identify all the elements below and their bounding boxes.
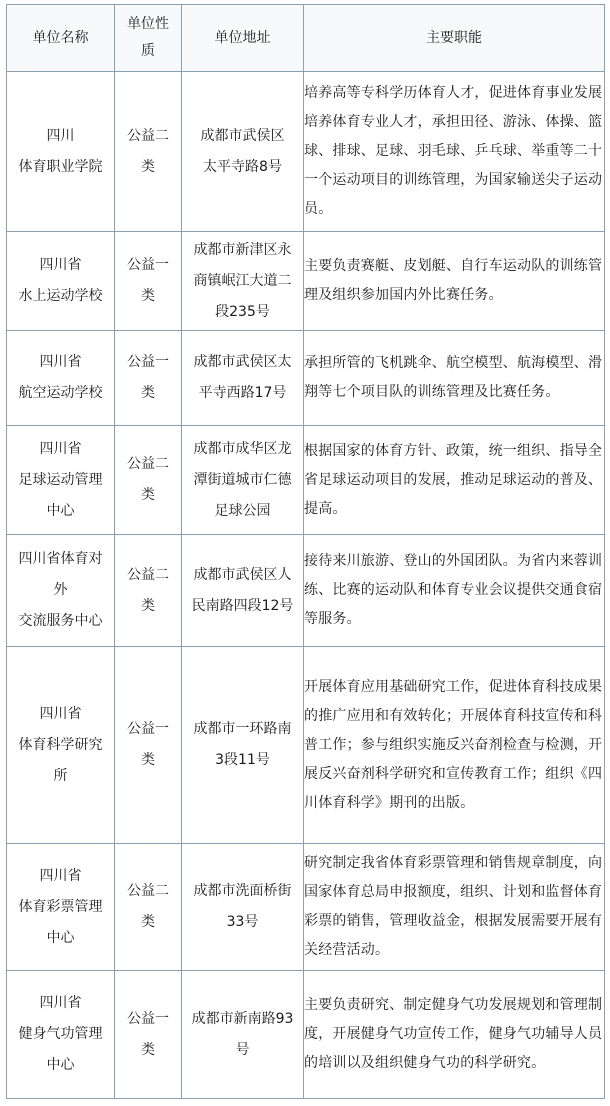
table-row <box>7 72 605 232</box>
table-row <box>7 331 605 426</box>
unit-function-cell: 研究制定我省体育彩票管理和销售规章制度，向国家体育总局申报额度，组织、计划和监督体育彩票的销售，管理收益金，根据发展需要开展有关经营活动。 <box>304 844 605 971</box>
unit-address-cell: 成都市新津区永 商镇岷江大道二 段235号 <box>182 232 304 331</box>
unit-address-cell: 成都市武侯区 太平寺路8号 <box>182 72 304 232</box>
table-row <box>7 535 605 647</box>
unit-address-cell: 成都市一环路南 3段11号 <box>182 647 304 844</box>
unit-name-cell: 四川省 体育科学研究 所 <box>7 647 115 844</box>
units-table <box>6 4 605 1099</box>
unit-address-cell: 成都市新南路93 号 <box>182 971 304 1099</box>
unit-name-cell: 四川省 足球运动管理 中心 <box>7 426 115 535</box>
header-row <box>7 5 605 72</box>
unit-type-cell: 公益二 类 <box>115 535 182 647</box>
unit-type-cell: 公益一 类 <box>115 232 182 331</box>
unit-name-cell: 四川省 航空运动学校 <box>7 331 115 426</box>
header-unit-type: 单位性 质 <box>115 5 182 72</box>
unit-type-cell: 公益二 类 <box>115 72 182 232</box>
unit-name-cell: 四川省 体育彩票管理 中心 <box>7 844 115 971</box>
table-row <box>7 232 605 331</box>
table-row <box>7 971 605 1099</box>
unit-function-cell: 主要负责赛艇、皮划艇、自行车运动队的训练管理及组织参加国内外比赛任务。 <box>304 232 605 331</box>
unit-type-cell: 公益二 类 <box>115 426 182 535</box>
unit-type-cell: 公益一 类 <box>115 971 182 1099</box>
unit-name-cell: 四川省体育对 外 交流服务中心 <box>7 535 115 647</box>
unit-type-cell: 公益一 类 <box>115 331 182 426</box>
unit-function-cell: 开展体育应用基础研究工作，促进体育科技成果的推广应用和有效转化；开展体育科技宣传和科普工作；参与组织实施反兴奋剂检查与检测，开展反兴奋剂科学研究和宣传教育工作；组织《四川体育科学》期刊的出版。 <box>304 647 605 844</box>
unit-name-cell: 四川 体育职业学院 <box>7 72 115 232</box>
header-main-functions: 主要职能 <box>304 5 605 72</box>
unit-address-cell: 成都市武侯区太 平寺西路17号 <box>182 331 304 426</box>
header-unit-name: 单位名称 <box>7 5 115 72</box>
unit-address-cell: 成都市武侯区人 民南路四段12号 <box>182 535 304 647</box>
unit-name-cell: 四川省 健身气功管理 中心 <box>7 971 115 1099</box>
table-row <box>7 844 605 971</box>
unit-function-cell: 主要负责研究、制定健身气功发展规划和管理制度，开展健身气功宣传工作，健身气功辅导人员的培训以及组织健身气功的科学研究。 <box>304 971 605 1099</box>
table-row <box>7 647 605 844</box>
unit-address-cell: 成都市成华区龙 潭街道城市仁德 足球公园 <box>182 426 304 535</box>
unit-name-cell: 四川省 水上运动学校 <box>7 232 115 331</box>
header-unit-address: 单位地址 <box>182 5 304 72</box>
unit-function-cell: 接待来川旅游、登山的外国团队。为省内来蓉训练、比赛的运动队和体育专业会议提供交通食宿等服务。 <box>304 535 605 647</box>
table-row <box>7 426 605 535</box>
unit-address-cell: 成都市洗面桥街 33号 <box>182 844 304 971</box>
unit-function-cell: 培养高等专科学历体育人才，促进体育事业发展培养体育专业人才，承担田径、游泳、体操、篮球、排球、足球、羽毛球、乒乓球、举重等二十一个运动项目的训练管理，为国家输送尖子运动员。 <box>304 72 605 232</box>
unit-function-cell: 根据国家的体育方针、政策，统一组织、指导全省足球运动项目的发展，推动足球运动的普及、提高。 <box>304 426 605 535</box>
unit-type-cell: 公益二 类 <box>115 844 182 971</box>
unit-type-cell: 公益一 类 <box>115 647 182 844</box>
unit-function-cell: 承担所管的飞机跳伞、航空模型、航海模型、滑翔等七个项目队的训练管理及比赛任务。 <box>304 331 605 426</box>
